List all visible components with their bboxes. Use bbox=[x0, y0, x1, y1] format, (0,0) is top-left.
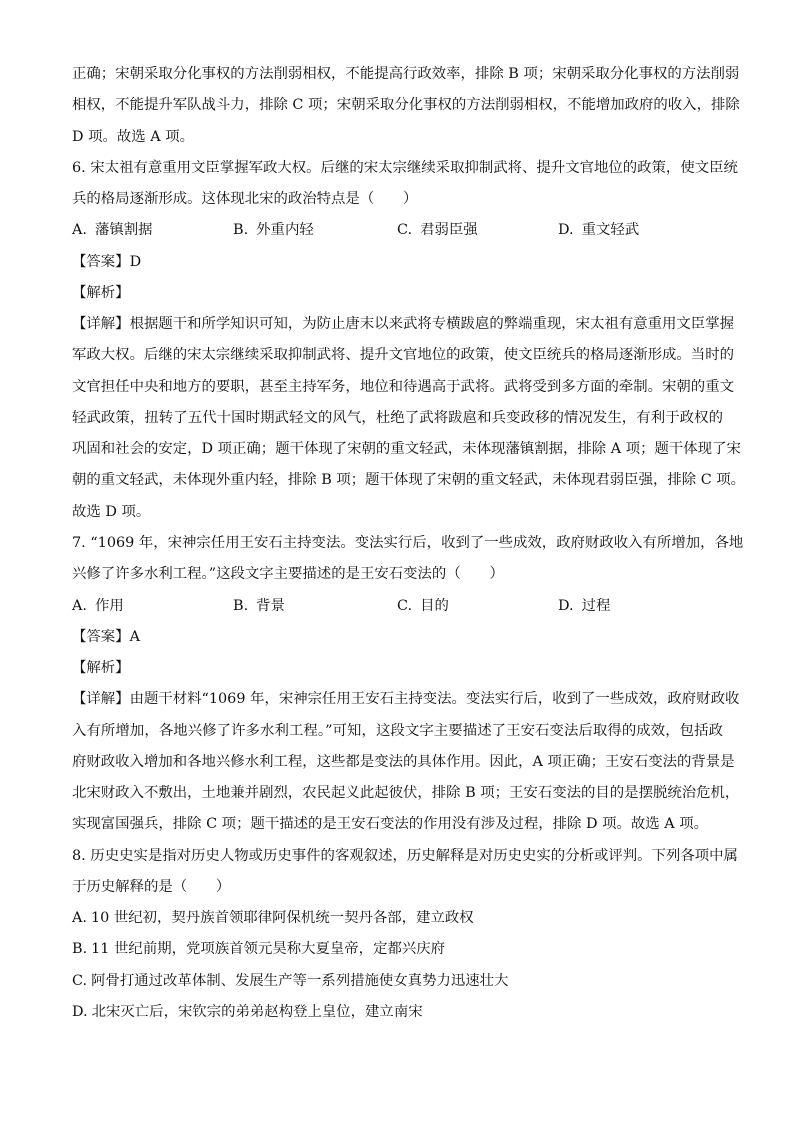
option-text: 外重内轻 bbox=[256, 222, 314, 239]
question-6 bbox=[72, 153, 794, 528]
option-label: D. bbox=[558, 222, 574, 239]
option-d bbox=[558, 591, 610, 622]
option-b bbox=[72, 934, 723, 965]
option-text: 过程 bbox=[581, 597, 611, 614]
option-label: A. bbox=[72, 222, 87, 239]
detail-line: 轻武政策，扭转了五代十国时期武轻文的风气，杜绝了武将跋扈和兵变政移的情况发生，有利于政权的 bbox=[72, 409, 723, 426]
option-label: C. bbox=[397, 597, 413, 614]
detail-line: 文官担任中央和地方的要职，甚至主持军务，地位和待遇高于武将。武将受到多方面的牵制。宋朝的重文 bbox=[72, 378, 734, 395]
option-d bbox=[558, 215, 639, 246]
analysis-line: 相权，不能提升军队战斗力，排除 C 项；宋朝采取分化事权的方法削弱相权，不能增加政府的收入，排除 bbox=[72, 97, 740, 114]
question-stem-line: 7. “1069 年，宋神宗任用王安石主持变法。变法实行后，收到了一些成效，政府财政收入有所增加，各地 bbox=[72, 534, 744, 551]
option-b bbox=[233, 215, 314, 246]
detail-line: 故选 D 项。 bbox=[72, 503, 151, 520]
option-label: C. bbox=[397, 222, 413, 239]
option-text: 重文轻武 bbox=[581, 222, 640, 239]
question-stem-line: 6. 宋太祖有意重用文臣掌握军政大权。后继的宋太宗继续采取抑制武将、提升文官地位的政策，使文臣统 bbox=[72, 159, 738, 176]
option-a bbox=[72, 591, 124, 622]
option-c bbox=[397, 591, 449, 622]
option-text: 11 世纪前期，党项族首领元昊称大夏皇帝，定都兴庆府 bbox=[91, 941, 446, 958]
option-label: B. bbox=[233, 222, 249, 239]
option-a bbox=[72, 903, 723, 934]
option-b bbox=[233, 591, 285, 622]
detail-line: 北宋财政入不敷出，土地兼并剧烈，农民起义此起彼伏，排除 B 项；王安石变法的目的是摆脱统治危机， bbox=[72, 785, 740, 802]
option-c bbox=[72, 966, 723, 997]
detail-line: 【详解】由题干材料“1069 年，宋神宗任用王安石主持变法。变法实行后，收到了一些成效，政府财政收 bbox=[72, 691, 740, 708]
option-label: B. bbox=[233, 597, 249, 614]
question-stem-line: 兴修了许多水利工程。”这段文字主要描述的是王安石变法的（ ） bbox=[72, 566, 504, 583]
detail-line: 入有所增加，各地兴修了许多水利工程。”可知，这段文字主要描述了王安石变法后取得的成效，包括政 bbox=[72, 722, 723, 739]
detail-line: 【详解】根据题干和所学知识可知，为防止唐末以来武将专横跋扈的弊端重现，宋太祖有意重用文臣掌握 bbox=[72, 316, 734, 333]
detail-line: 巩固和社会的安定，D 项正确；题干体现了宋朝的重文轻武，未体现藩镇割据，排除 A 项；题干体现了宋 bbox=[72, 441, 741, 458]
option-text: 10 世纪初，契丹族首领耶律阿保机统一契丹各部，建立政权 bbox=[90, 910, 474, 927]
detail-line: 实现富国强兵，排除 C 项；题干描述的是王安石变法的作用没有涉及过程，排除 D 项。故选 A 项。 bbox=[72, 816, 709, 833]
answer-line: 【答案】A bbox=[72, 628, 140, 645]
option-text: 背景 bbox=[256, 597, 285, 614]
option-text: 藩镇割据 bbox=[94, 222, 153, 239]
analysis-heading: 【解析】 bbox=[72, 660, 130, 677]
option-c bbox=[397, 215, 478, 246]
question-stem-line: 兵的格局逐渐形成。这体现北宋的政治特点是（ ） bbox=[72, 191, 418, 208]
question-stem-line: 8. 历史史实是指对历史人物或历史事件的客观叙述，历史解释是对历史史实的分析或评判。下列各项中属 bbox=[72, 847, 738, 864]
option-d bbox=[72, 997, 723, 1028]
option-label: A. bbox=[72, 910, 87, 927]
option-text: 作用 bbox=[94, 597, 124, 614]
detail-line: 府财政收入增加和各地兴修水利工程，这些都是变法的具体作用。因此，A 项正确；王安石变法的背景是 bbox=[72, 753, 735, 770]
option-text: 阿骨打通过改革体制、发展生产等一系列措施使女真势力迅速壮大 bbox=[91, 972, 509, 989]
question-7 bbox=[72, 528, 794, 841]
option-text: 北宋灭亡后，宋钦宗的弟弟赵构登上皇位，建立南宋 bbox=[91, 1003, 423, 1020]
option-label: B. bbox=[72, 941, 88, 958]
option-label: C. bbox=[72, 972, 88, 989]
options-row bbox=[72, 215, 723, 246]
prev-analysis bbox=[72, 59, 794, 153]
question-stem-line: 于历史解释的是（ ） bbox=[72, 878, 231, 895]
analysis-line: D 项。故选 A 项。 bbox=[72, 128, 194, 145]
option-text: 君弱臣强 bbox=[420, 222, 478, 239]
question-8 bbox=[72, 841, 794, 1029]
analysis-line: 正确；宋朝采取分化事权的方法削弱相权，不能提高行政效率，排除 B 项；宋朝采取分化事权的方法削弱 bbox=[72, 66, 740, 82]
detail-line: 军政大权。后继的宋太宗继续采取抑制武将、提升文官地位的政策，使文臣统兵的格局逐渐形成。当时的 bbox=[72, 347, 734, 364]
option-label: D. bbox=[72, 1003, 88, 1020]
option-label: D. bbox=[558, 597, 574, 614]
analysis-heading: 【解析】 bbox=[72, 284, 130, 301]
option-label: A. bbox=[72, 597, 87, 614]
detail-line: 朝的重文轻武，未体现外重内轻，排除 B 项；题干体现了宋朝的重文轻武，未体现君弱臣强，排除 C 项。 bbox=[72, 472, 746, 489]
answer-line: 【答案】D bbox=[72, 253, 142, 270]
option-text: 目的 bbox=[420, 597, 449, 614]
options-row bbox=[72, 591, 723, 622]
option-a bbox=[72, 215, 153, 246]
